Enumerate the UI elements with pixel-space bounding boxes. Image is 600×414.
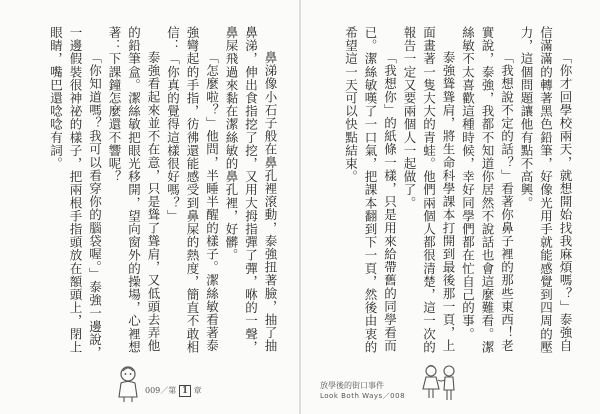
page-number: 009 (145, 386, 161, 395)
left-page-body-text (40, 26, 280, 364)
folio-separator: ／ (160, 386, 169, 395)
chapter-number-badge: 1 (179, 385, 191, 397)
book-title-english: Look Both Ways (320, 392, 383, 400)
chapter-label: 第 (168, 386, 177, 395)
paragraph: 「我想說不定的話？」看著你鼻子裡的那些東西！老實說，泰強，我都不知道你居然不說話也會這麼難看。潔絲敏不太喜歡這種時候，幸好同學們都在忙自己的事。 (460, 26, 515, 354)
paragraph: 泰強看起來並不在意，只是聳了聳肩，又低頭去弄他的鉛筆盒。潔絲敏把眼光移開，望向窗外的操場，心裡想著：下課鐘怎麼還不響呢？ (107, 26, 161, 354)
folio-separator: ／ (382, 392, 391, 400)
right-page-folio (320, 380, 405, 401)
couple-doodle-icon (418, 362, 462, 406)
right-page (300, 0, 600, 414)
chapter-suffix: 章 (193, 386, 202, 395)
left-page-folio (145, 385, 202, 397)
paragraph: 泰強聳聳肩，將生命科學課本打開到最後那一頁，上面畫著一隻大大的青蛙。他們兩個人都很清楚，這一次的報告一定又要兩個人一起做了。 (402, 26, 456, 354)
page-number: 008 (390, 392, 406, 400)
right-page-body-text (325, 26, 575, 364)
paragraph: 鼻涕像小石子般在鼻孔裡滾動，泰強扭著臉，抽了抽鼻涕，伸出食指挖了挖，又用大拇指彈了彈，咻的一聲，鼻屎飛過來黏在潔絲敏的鼻孔裡，好髒。 (224, 26, 278, 354)
paragraph: 「你才回學校兩天，就想開始找我麻煩嗎？」泰強自信滿滿的轉著黑色鉛筆，好像光用手就能感覺到四周的壓力，這個問題讓他有點不高興。 (519, 26, 573, 354)
folio-english-line (320, 391, 405, 401)
boy-doodle-icon (113, 364, 143, 404)
paragraph: 「我想你」的紙條一樣，只是用來給帶舊的同學看而已。潔絲敏嘆了一口氣，把課本翻到下一頁，然後由衷的希望這一天可以快點結束。 (343, 26, 398, 354)
paragraph: 「你知道嗎？我可以看穿你的腦袋喔。」泰強一邊說，一邊假裝很神祕的樣子，把兩根手指頭放在額頭上，閉上眼睛，嘴巴還唸唸有詞。 (48, 26, 103, 360)
paragraph: 「怎麼啦？」他問，半睡半醒的樣子。潔絲敏看著泰強彎起的手指，彷彿還能感受到鼻屎的熱度，簡直不敢相信：「你真的覺得這樣很好嗎？」 (165, 26, 220, 354)
book-title: 放學後的街口事件 (320, 381, 384, 390)
